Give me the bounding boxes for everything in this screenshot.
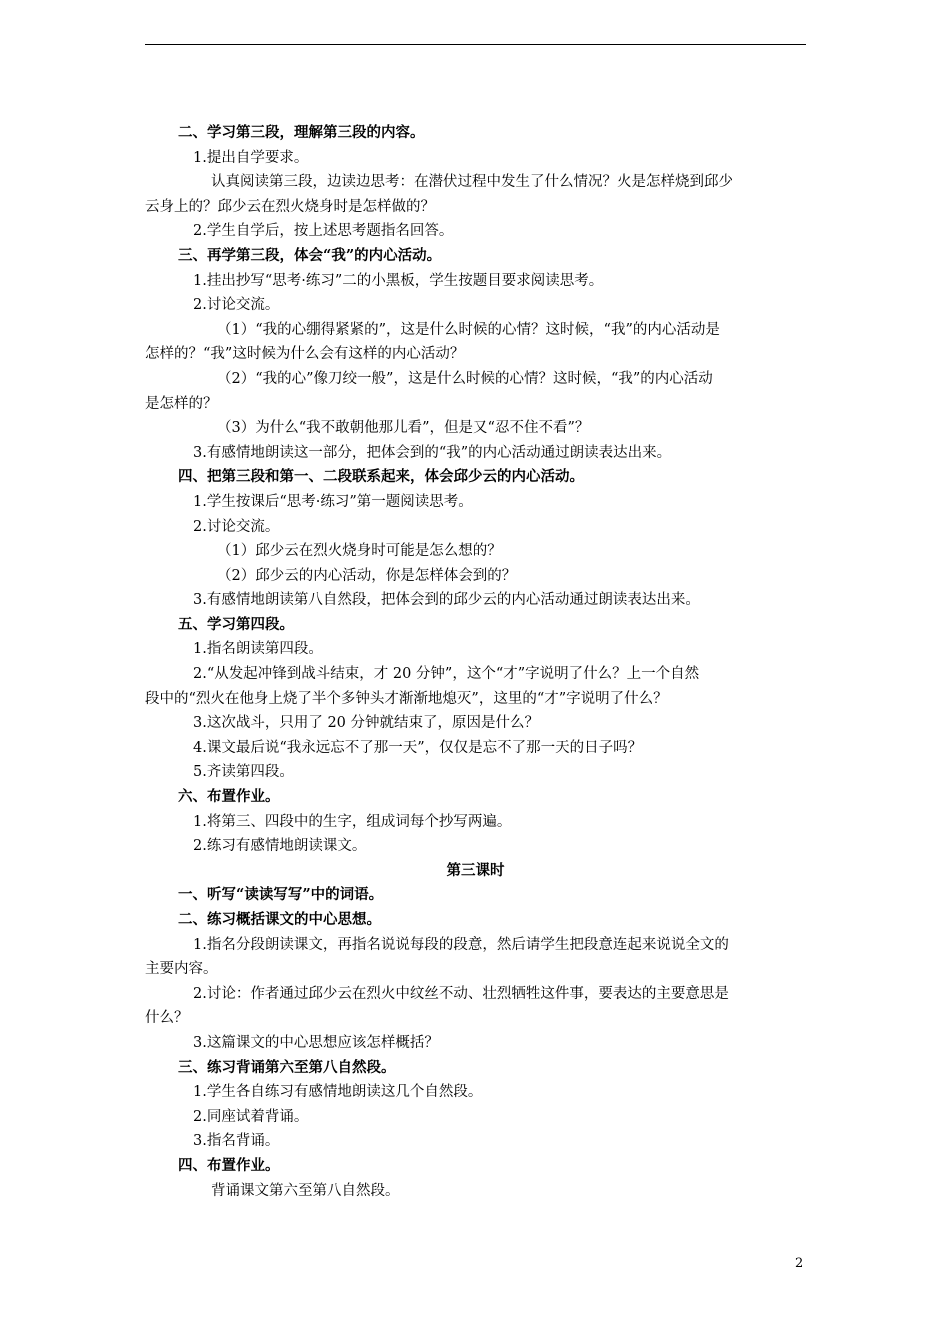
text-line: 3.这次战斗，只用了 20 分钟就结束了，原因是什么？ <box>193 715 540 732</box>
section-heading: 二、学习第三段，理解第三段的内容。 <box>178 124 425 141</box>
text-line: 1.学生按课后“思考·练习”第一题阅读思考。 <box>193 493 473 510</box>
text-line: 2.“从发起冲锋到战斗结束，才 20 分钟”，这个“才”字说明了什么？上一个自然 <box>193 666 700 683</box>
page-number: 2 <box>795 1256 804 1271</box>
section-heading: 一、听写“读读写写”中的词语。 <box>178 886 384 904</box>
text-line: 1.指名朗读第四段。 <box>193 641 323 658</box>
text-line: （2）“我的心”像刀绞一般”，这是什么时候的心情？这时候，“我”的内心活动 <box>217 370 713 387</box>
section-heading: 三、再学第三段，体会“我”的内心活动。 <box>178 246 442 264</box>
text-line: 1.指名分段朗读课文，再指名说说每段的段意，然后请学生把段意连起来说说全文的 <box>193 936 729 953</box>
text-line: 1.学生各自练习有感情地朗读这几个自然段。 <box>193 1084 483 1101</box>
text-line: 5.齐读第四段。 <box>193 764 294 781</box>
section-heading: 三、练习背诵第六至第八自然段。 <box>178 1058 396 1076</box>
text-line: 1.提出自学要求。 <box>193 149 309 166</box>
text-line: 3.这篇课文的中心思想应该怎样概括？ <box>193 1034 439 1051</box>
document-body <box>145 121 806 1203</box>
text-line: 3.指名背诵。 <box>193 1133 280 1150</box>
section-heading: 二、练习概括课文的中心思想。 <box>178 911 381 928</box>
text-line: 什么？ <box>145 1010 189 1027</box>
section-heading: 四、布置作业。 <box>178 1156 280 1174</box>
text-line: 背诵课文第六至第八自然段。 <box>211 1182 400 1199</box>
text-line: 3.有感情地朗读第八自然段，把体会到的邱少云的内心活动通过朗读表达出来。 <box>193 592 700 609</box>
text-line: 2.讨论：作者通过邱少云在烈火中纹丝不动、壮烈牺牲这件事，要表达的主要意思是 <box>193 985 729 1002</box>
text-line: 2.讨论交流。 <box>193 518 280 535</box>
text-line: 2.同座试着背诵。 <box>193 1108 309 1125</box>
text-line: 2.学生自学后，按上述思考题指名回答。 <box>193 223 454 240</box>
section-heading: 五、学习第四段。 <box>178 615 294 633</box>
text-line: 4.课文最后说“我永远忘不了那一天”，仅仅是忘不了那一天的日子吗？ <box>193 739 643 756</box>
text-line: （1）邱少云在烈火烧身时可能是怎么想的？ <box>217 543 502 560</box>
text-line: （2）邱少云的内心活动，你是怎样体会到的？ <box>217 567 517 584</box>
text-line: 主要内容。 <box>145 961 218 978</box>
section-heading: 四、把第三段和第一、二段联系起来，体会邱少云的内心活动。 <box>178 468 584 486</box>
text-line: 云身上的？邱少云在烈火烧身时是怎样做的？ <box>145 198 435 215</box>
section-heading: 六、布置作业。 <box>178 788 280 806</box>
text-line: 3.有感情地朗读这一部分，把体会到的“我”的内心活动通过朗读表达出来。 <box>193 444 672 461</box>
header-rule <box>145 44 806 45</box>
text-line: 是怎样的？ <box>145 395 218 412</box>
text-line: 1.将第三、四段中的生字，组成词每个抄写两遍。 <box>193 813 512 830</box>
text-line: （1）“我的心绷得紧紧的”，这是什么时候的心情？这时候，“我”的内心活动是 <box>217 321 720 338</box>
text-line: 怎样的？“我”这时候为什么会有这样的内心活动？ <box>145 346 465 363</box>
text-line: 2.练习有感情地朗读课文。 <box>193 838 367 855</box>
text-line: 段中的“烈火在他身上烧了半个多钟头才渐渐地熄灭”，这里的“才”字说明了什么？ <box>145 690 668 707</box>
text-line: 2.讨论交流。 <box>193 297 280 314</box>
text-line: 1.挂出抄写“思考·练习”二的小黑板，学生按题目要求阅读思考。 <box>193 272 604 289</box>
text-line: （3）为什么“我不敢朝他那儿看”，但是又“忍不住不看”？ <box>217 420 590 437</box>
lesson-title: 第三课时 <box>446 861 505 879</box>
text-line: 认真阅读第三段，边读边思考：在潜伏过程中发生了什么情况？火是怎样烧到邱少 <box>211 174 733 191</box>
